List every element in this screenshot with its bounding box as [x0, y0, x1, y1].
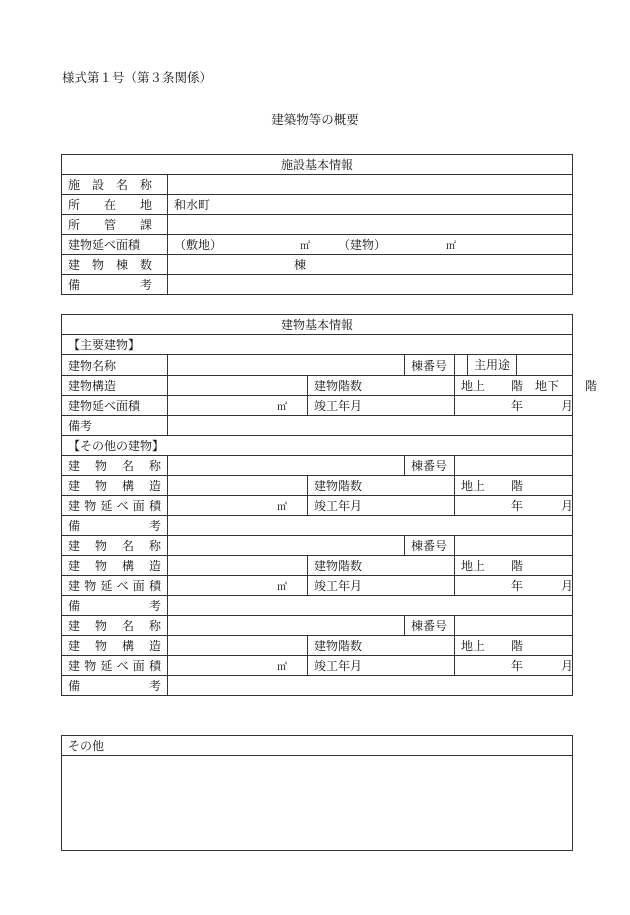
main-year-unit: 年	[511, 399, 524, 413]
other2-area-label: 建物延べ面積	[62, 576, 168, 596]
facility-name-field[interactable]	[168, 175, 573, 195]
facility-remarks-label: 備 考	[62, 275, 168, 295]
main-completed-field[interactable]	[455, 396, 573, 416]
main-bldg-no-label: 棟番号	[405, 355, 455, 376]
main-remarks-label: 備考	[62, 416, 168, 436]
other3-area-label: 建物延べ面積	[62, 656, 168, 676]
other3-area-field[interactable]: ㎡	[168, 656, 308, 676]
facility-location-field[interactable]: 和水町	[168, 195, 573, 215]
main-completed-label: 竣工年月	[308, 396, 455, 416]
facility-location-label: 所 在 地	[62, 195, 168, 215]
other2-name-field[interactable]	[168, 536, 405, 556]
facility-dept-field[interactable]	[168, 215, 573, 235]
other3-structure-label: 建 物 構 造	[62, 636, 168, 656]
main-structure-field[interactable]	[168, 376, 308, 396]
other2-structure-label: 建 物 構 造	[62, 556, 168, 576]
other1-remarks-field[interactable]	[168, 516, 573, 536]
main-building-section: 【主要建物】	[62, 335, 573, 355]
other2-floors-field[interactable]: 地上 階	[455, 556, 573, 576]
other-field[interactable]	[62, 756, 573, 851]
other3-floors-field[interactable]: 地上 階	[455, 636, 573, 656]
building-count-field[interactable]	[168, 255, 573, 275]
other1-floors-field[interactable]: 地上 階	[455, 476, 573, 496]
main-above-unit: 階	[511, 379, 524, 393]
site-area-unit: ㎡	[300, 241, 310, 252]
building-header: 建物基本情報	[62, 315, 573, 335]
other3-bldg-no-label: 棟番号	[405, 616, 455, 636]
main-use-field[interactable]	[517, 355, 573, 376]
other1-name-label: 建 物 名 称	[62, 456, 168, 476]
other3-completed-label: 竣工年月	[308, 656, 455, 676]
facility-area-label: 建物延べ面積	[62, 235, 168, 255]
other2-completed-field[interactable]: 年 月	[455, 576, 573, 596]
other3-remarks-label: 備 考	[62, 676, 168, 696]
other1-completed-field[interactable]: 年 月	[455, 496, 573, 516]
other3-name-label: 建 物 名 称	[62, 616, 168, 636]
other3-structure-field[interactable]	[168, 636, 308, 656]
other1-area-field[interactable]: ㎡	[168, 496, 308, 516]
other2-floors-label: 建物階数	[308, 556, 455, 576]
other2-bldg-no-field[interactable]	[455, 536, 573, 556]
main-area-field[interactable]: ㎡	[168, 396, 308, 416]
main-name-label: 建物名称	[62, 355, 168, 376]
building-area-unit: ㎡	[446, 241, 456, 252]
other1-bldg-no-label: 棟番号	[405, 456, 455, 476]
other1-name-field[interactable]	[168, 456, 405, 476]
other1-area-label: 建物延べ面積	[62, 496, 168, 516]
building-info-table	[61, 314, 598, 696]
other1-remarks-label: 備 考	[62, 516, 168, 536]
other-building-section: 【その他の建物】	[62, 436, 573, 456]
other3-completed-field[interactable]: 年 月	[455, 656, 573, 676]
other2-name-label: 建 物 名 称	[62, 536, 168, 556]
building-area-label: （建物）	[338, 238, 387, 252]
other2-completed-label: 竣工年月	[308, 576, 455, 596]
other-info-table	[61, 735, 573, 851]
other2-remarks-field[interactable]	[168, 596, 573, 616]
main-use-label: 主用途	[473, 358, 510, 372]
facility-header: 施設基本情報	[62, 155, 573, 175]
other1-floors-label: 建物階数	[308, 476, 455, 496]
other3-remarks-field[interactable]	[168, 676, 573, 696]
main-above-label: 地上	[461, 379, 486, 393]
main-floors-label: 建物階数	[308, 376, 455, 396]
other-header: その他	[62, 736, 573, 756]
main-below-unit: 階	[585, 379, 598, 393]
main-area-label: 建物延べ面積	[62, 396, 168, 416]
main-structure-label: 建物構造	[62, 376, 168, 396]
other3-bldg-no-field[interactable]	[455, 616, 573, 636]
building-count-unit: 棟	[294, 258, 307, 272]
other3-name-field[interactable]	[168, 616, 405, 636]
main-below-label: 地下	[535, 379, 560, 393]
site-area-label: （敷地）	[174, 238, 223, 252]
other2-area-field[interactable]: ㎡	[168, 576, 308, 596]
form-number: 様式第１号（第３条関係）	[62, 70, 213, 85]
facility-remarks-field[interactable]	[168, 275, 573, 295]
facility-name-label: 施 設 名 称	[62, 175, 168, 195]
other2-bldg-no-label: 棟番号	[405, 536, 455, 556]
building-count-label: 建 物 棟 数	[62, 255, 168, 275]
other1-bldg-no-field[interactable]	[455, 456, 573, 476]
other3-floors-label: 建物階数	[308, 636, 455, 656]
main-floors-field[interactable]	[455, 376, 598, 396]
main-name-field[interactable]	[168, 355, 405, 376]
other1-completed-label: 竣工年月	[308, 496, 455, 516]
facility-area-field[interactable]	[168, 235, 573, 255]
main-month-unit: 月	[561, 399, 574, 413]
document-title: 建築物等の概要	[271, 112, 359, 127]
other1-structure-label: 建 物 構 造	[62, 476, 168, 496]
facility-dept-label: 所 管 課	[62, 215, 168, 235]
facility-info-table	[61, 154, 573, 295]
main-remarks-field[interactable]	[168, 416, 573, 436]
other1-structure-field[interactable]	[168, 476, 308, 496]
other2-structure-field[interactable]	[168, 556, 308, 576]
other2-remarks-label: 備 考	[62, 596, 168, 616]
main-bldg-no-field[interactable]	[455, 355, 517, 376]
